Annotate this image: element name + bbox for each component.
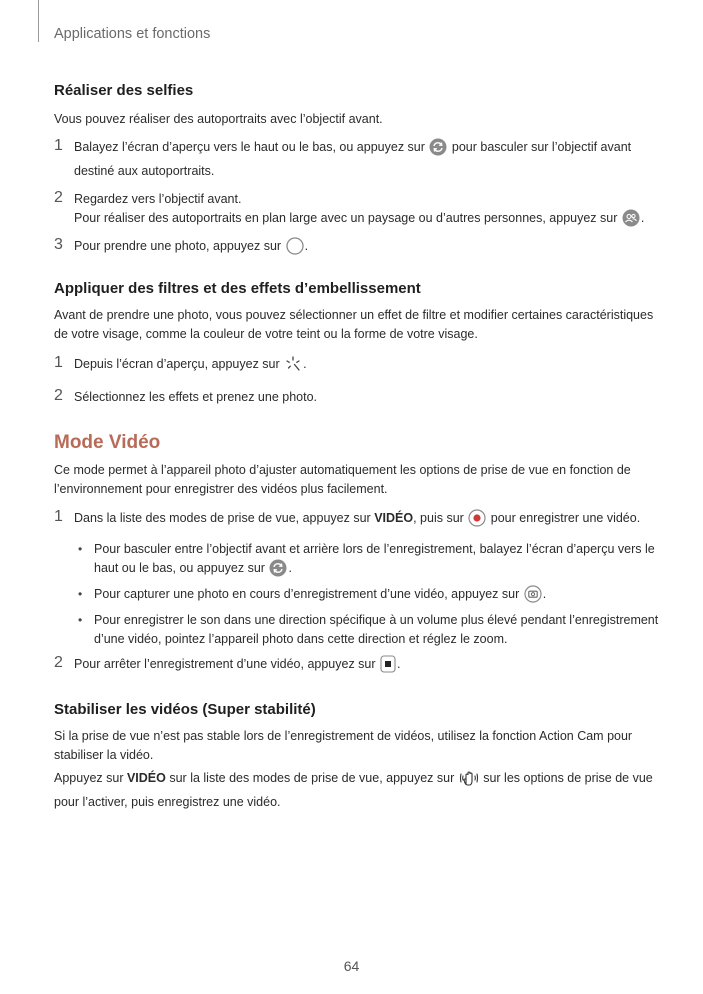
mode-label-video: VIDÉO xyxy=(126,771,166,785)
para-text: Appuyez sur xyxy=(54,771,124,785)
bullet-text: Pour basculer entre l’objectif avant et arrière lors de l’enregistrement, balayez l’écran d’aperçu vers le haut ou le bas, ou appuyez sur xyxy=(94,542,655,575)
step-text: . xyxy=(640,211,645,225)
filters-intro: Avant de prendre une photo, vous pouvez sélectionner un effet de filtre et modifier certaines caractéristiques de votre visage, comme la couleur de votre teint ou la forme de votre visage. xyxy=(54,308,654,341)
step-number: 1 xyxy=(54,137,63,154)
step-text: Pour prendre une photo, appuyez sur xyxy=(74,239,282,253)
list-item xyxy=(74,540,664,583)
bullet-text: Pour enregistrer le son dans une direction spécifique à un volume plus élevé pendant l’enregistrement d’une vidéo, pointez l’appareil photo dans cette direction et réglez le zoom. xyxy=(94,613,659,646)
step-text: . xyxy=(397,657,401,671)
step-number: 2 xyxy=(54,654,63,671)
section-heading-filters: Appliquer des filtres et des effets d’embellissement xyxy=(54,280,421,297)
page-content xyxy=(54,82,664,812)
para-text: sur la liste des modes de prise de vue, appuyez sur xyxy=(169,771,455,785)
video-step-2 xyxy=(54,655,664,679)
step-text: Regardez vers l’objectif avant. xyxy=(74,192,242,206)
step-text: . xyxy=(303,357,307,371)
bullet: • xyxy=(78,613,83,627)
filters-step-1 xyxy=(54,355,664,379)
capture-photo-icon xyxy=(524,585,542,609)
step-text: Sélectionnez les effets et prenez une photo. xyxy=(74,390,317,404)
switch-camera-icon xyxy=(269,559,287,583)
filter-effects-icon xyxy=(284,355,302,379)
bullet-text: . xyxy=(542,587,547,601)
page-number: 64 xyxy=(343,958,360,974)
step-number: 3 xyxy=(54,236,63,253)
step-text: , puis sur xyxy=(413,511,464,525)
step-number: 1 xyxy=(54,508,63,525)
step-number: 2 xyxy=(54,189,63,206)
selfies-step-3 xyxy=(54,237,664,261)
bullet-text: . xyxy=(288,561,292,575)
stop-icon xyxy=(380,655,396,679)
section-heading-selfies: Réaliser des selfies xyxy=(54,82,194,99)
section-heading-video: Mode Vidéo xyxy=(54,432,161,453)
shutter-icon xyxy=(286,237,304,261)
step-text: pour enregistrer une vidéo. xyxy=(490,511,641,525)
list-item xyxy=(74,585,664,609)
selfies-intro: Vous pouvez réaliser des autoportraits avec l’objectif avant. xyxy=(54,112,383,126)
selfies-step-1 xyxy=(54,138,664,181)
step-text: pour basculer sur l’objectif avant destiné aux autoportraits. xyxy=(74,140,632,178)
switch-camera-icon xyxy=(429,138,447,162)
step-text: Depuis l’écran d’aperçu, appuyez sur xyxy=(74,357,280,371)
video-intro: Ce mode permet à l’appareil photo d’ajuster automatiquement les options de prise de vue en fonction de l’environnement pour enregistrer des vidéos plus facilement. xyxy=(54,463,631,496)
super-steady-hand-icon xyxy=(459,769,479,793)
step-text: . xyxy=(304,239,309,253)
list-item xyxy=(74,611,664,649)
stabilize-intro: Si la prise de vue n’est pas stable lors de l’enregistrement de vidéos, utilisez la fonction Action Cam pour stabiliser la vidéo. xyxy=(54,729,633,762)
selfies-step-2 xyxy=(54,190,664,233)
step-text: Pour réaliser des autoportraits en plan large avec un paysage ou d’autres personnes, appuyez sur xyxy=(74,211,618,225)
step-text: Dans la liste des modes de prise de vue, appuyez sur xyxy=(74,511,371,525)
group-selfie-icon xyxy=(622,209,640,233)
section-heading-stabilize: Stabiliser les vidéos (Super stabilité) xyxy=(54,701,316,718)
step-text: Balayez l’écran d’aperçu vers le haut ou le bas, ou appuyez sur xyxy=(74,140,425,154)
filters-step-2 xyxy=(54,388,664,407)
mode-label-video: VIDÉO xyxy=(374,511,414,525)
video-tips xyxy=(54,540,664,649)
step-number: 1 xyxy=(54,354,63,371)
video-step-1 xyxy=(54,509,664,533)
bullet: • xyxy=(78,542,83,556)
stabilize-instructions xyxy=(54,769,664,812)
bullet: • xyxy=(78,587,83,601)
record-icon xyxy=(468,509,486,533)
step-text: Pour arrêter l’enregistrement d’une vidéo, appuyez sur xyxy=(74,657,376,671)
step-number: 2 xyxy=(54,387,63,404)
page-header: Applications et fonctions xyxy=(54,26,211,42)
header-rule xyxy=(38,0,39,42)
para-text: sur les options de prise de vue pour l’activer, puis enregistrez une vidéo. xyxy=(54,771,653,809)
bullet-text: Pour capturer une photo en cours d’enregistrement d’une vidéo, appuyez sur xyxy=(94,587,520,601)
